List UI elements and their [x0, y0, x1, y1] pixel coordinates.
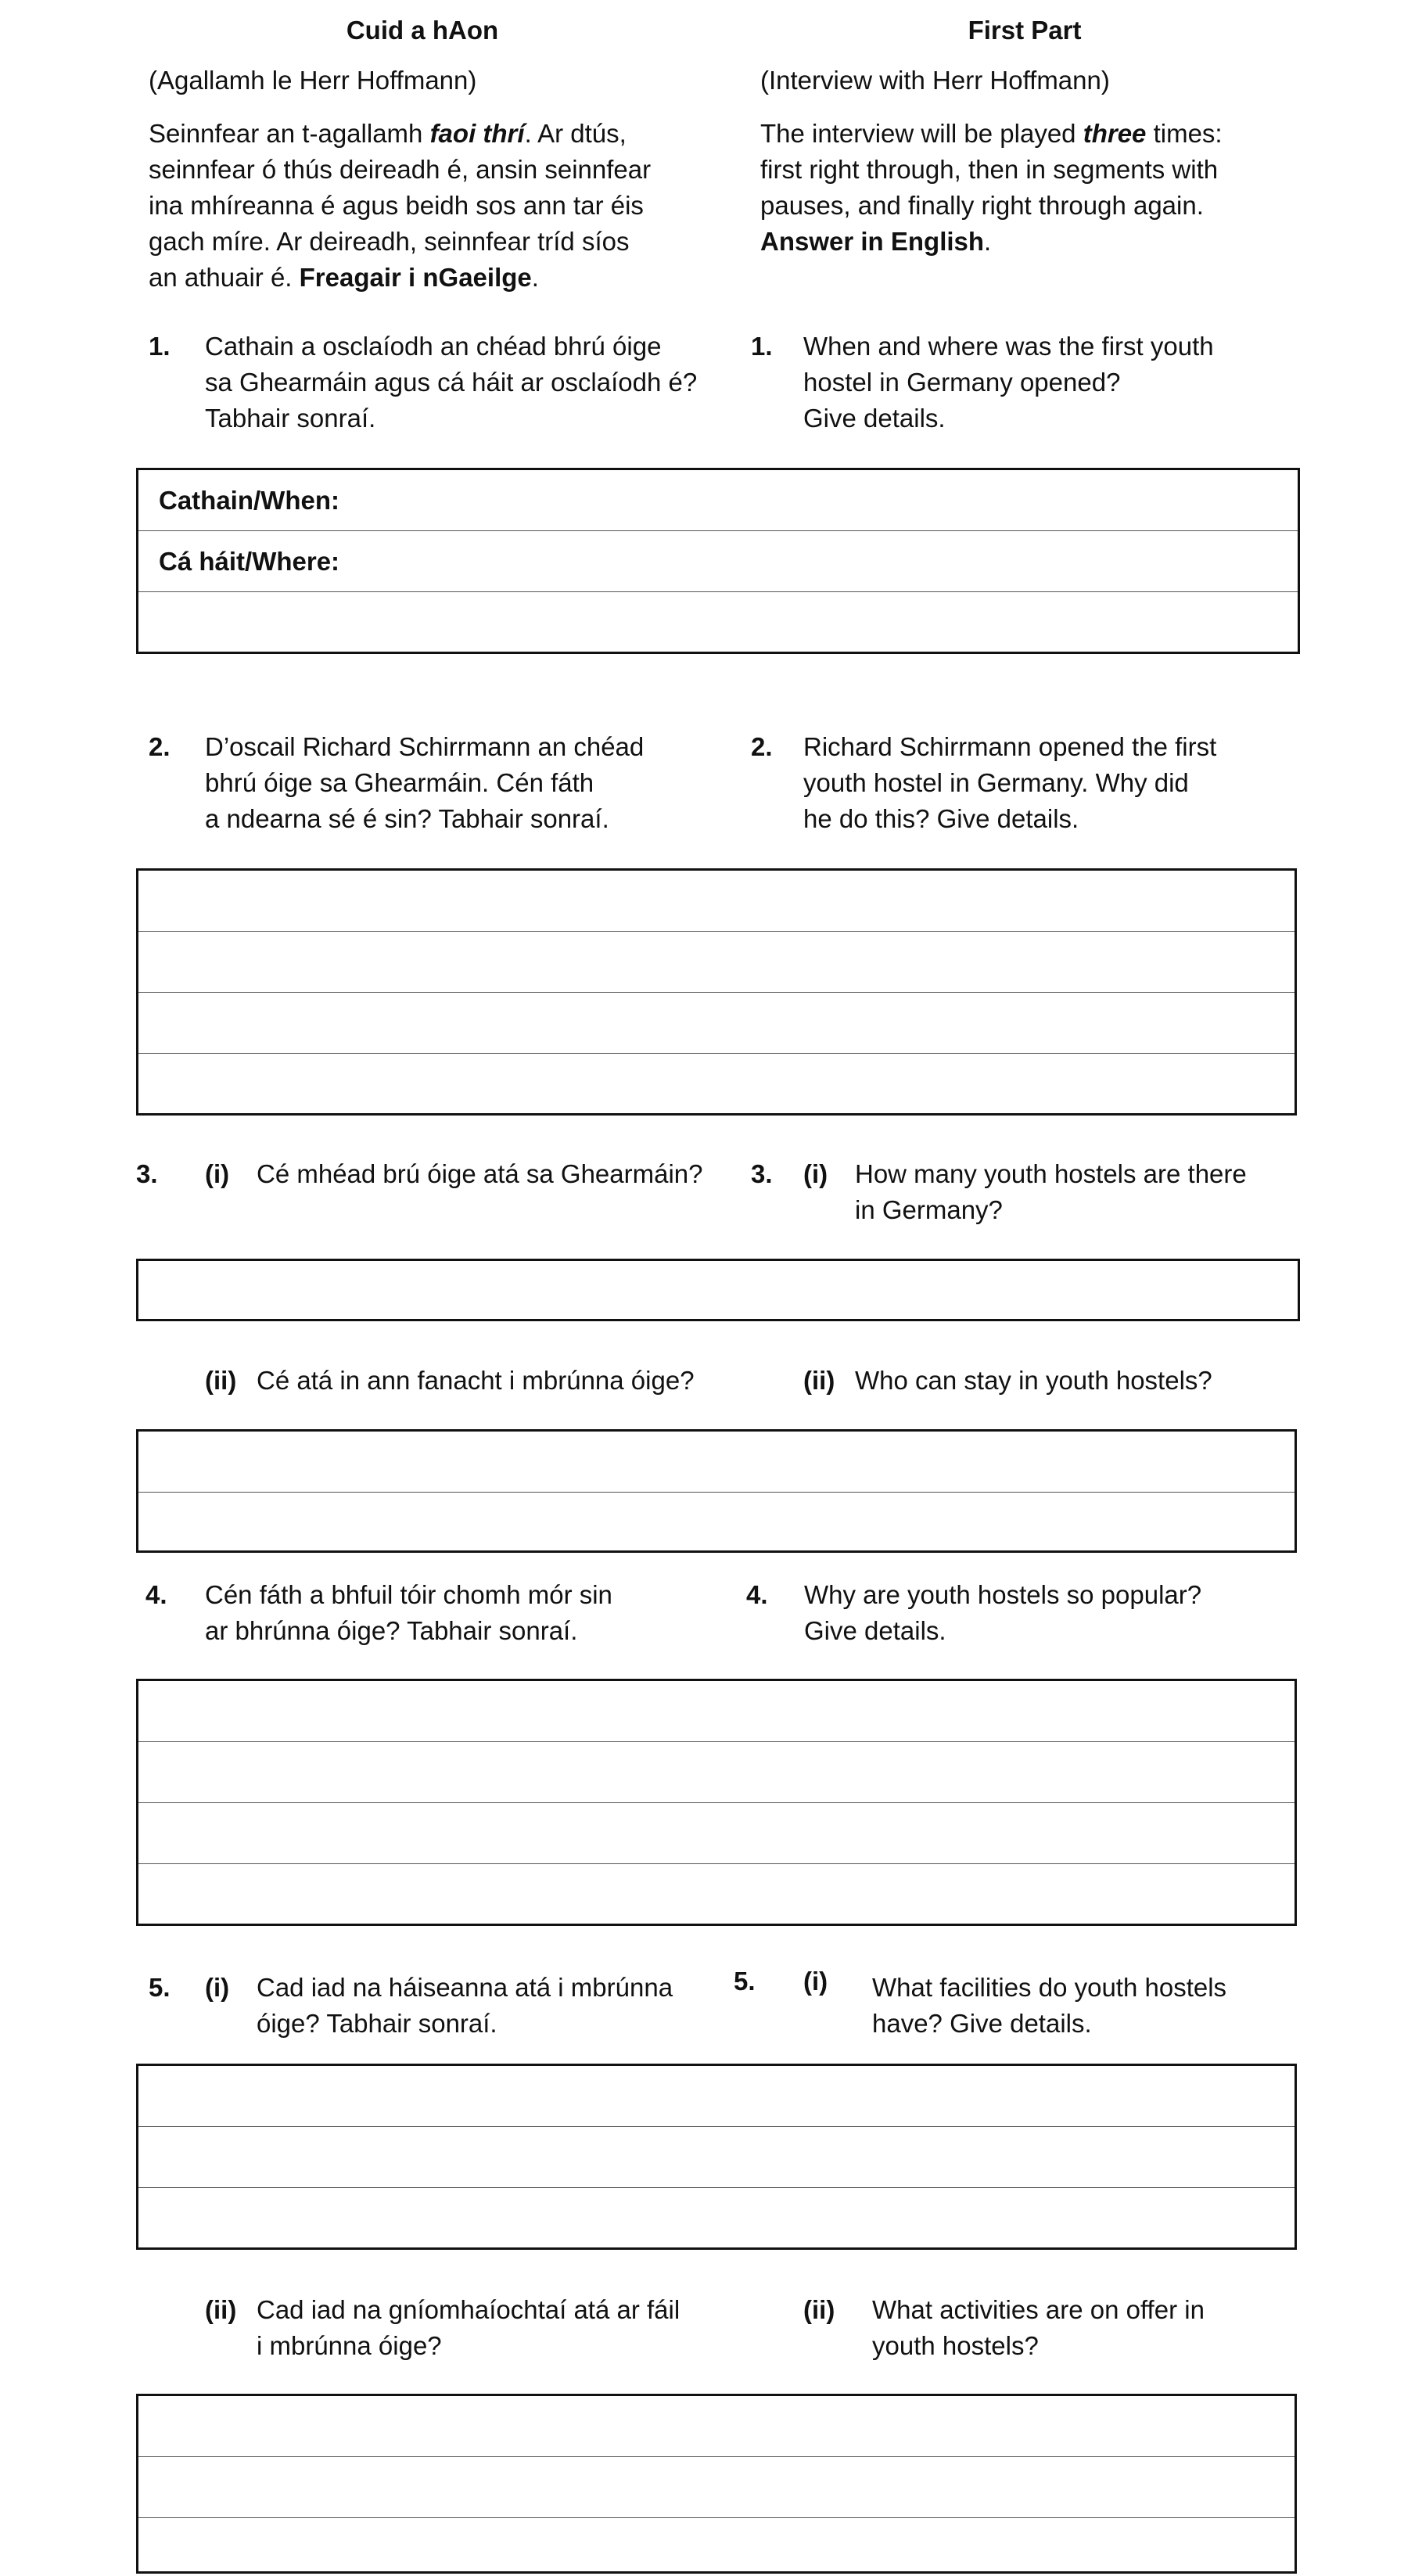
q2-answer-line[interactable] [138, 993, 1295, 1054]
q2-answer-line[interactable] [138, 1054, 1295, 1113]
q3-ii-irish: Cé atá in ann fanacht i mbrúnna óige? [257, 1366, 695, 1395]
q5-i-irish-line-1: Cad iad na háiseanna atá i mbrúnna [257, 1973, 673, 2002]
q3-ii-label-english: (ii) [803, 1366, 835, 1395]
q2-english-line-1: Richard Schirrmann opened the first [803, 732, 1217, 761]
q2-answer-line[interactable] [138, 871, 1295, 932]
q3-number-english: 3. [751, 1159, 773, 1188]
q1-english-line-3: Give details. [803, 404, 946, 433]
q5-ii-english-line-2: youth hostels? [872, 2331, 1039, 2360]
english-instructions-line-2: first right through, then in segments with [760, 155, 1219, 184]
q3-i-label-irish: (i) [205, 1159, 230, 1188]
q3-number-irish: 3. [136, 1159, 158, 1188]
q5-i-label-irish: (i) [205, 1973, 230, 2002]
q5-ii-irish-line-2: i mbrúnna óige? [257, 2331, 442, 2360]
q2-answer-line[interactable] [138, 932, 1295, 993]
q3-ii-english: Who can stay in youth hostels? [855, 1366, 1212, 1395]
q2-english-line-2: youth hostel in Germany. Why did [803, 768, 1189, 797]
q5-number-irish: 5. [149, 1973, 171, 2002]
q3-i-answer-box[interactable] [136, 1259, 1300, 1321]
q3-ii-answer-box[interactable] [136, 1429, 1297, 1553]
q1-irish-line-1: Cathain a osclaíodh an chéad bhrú óige [205, 332, 662, 361]
english-subtitle: (Interview with Herr Hoffmann) [760, 66, 1110, 95]
q4-answer-line[interactable] [138, 1803, 1295, 1864]
q2-irish-line-2: bhrú óige sa Ghearmáin. Cén fáth [205, 768, 594, 797]
q5-i-answer-line[interactable] [138, 2127, 1295, 2188]
q4-answer-box[interactable] [136, 1679, 1297, 1926]
q5-i-english-line-1: What facilities do youth hostels [872, 1973, 1227, 2002]
q1-english-line-2: hostel in Germany opened? [803, 368, 1121, 397]
q5-i-english-line-2: have? Give details. [872, 2009, 1092, 2038]
q1-answer-box[interactable] [136, 468, 1300, 654]
q3-i-english-line-2: in Germany? [855, 1195, 1003, 1224]
q4-answer-line[interactable] [138, 1681, 1295, 1742]
q2-irish-line-3: a ndearna sé é sin? Tabhair sonraí. [205, 804, 609, 833]
q5-ii-irish-line-1: Cad iad na gníomhaíochtaí atá ar fáil [257, 2295, 680, 2324]
q5-ii-answer-line[interactable] [138, 2457, 1295, 2518]
q2-number-irish: 2. [149, 732, 171, 761]
q1-answer-where-label: Cá háit/Where: [159, 546, 340, 576]
q4-number-irish: 4. [145, 1580, 167, 1609]
q5-ii-answer-line[interactable] [138, 2396, 1295, 2457]
irish-instructions-line-3: ina mhíreanna é agus beidh sos ann tar éis [149, 191, 644, 220]
irish-title: Cuid a hAon [346, 16, 499, 45]
q1-number-irish: 1. [149, 332, 171, 361]
q1-answer-extra-row[interactable] [138, 592, 1298, 652]
q2-answer-box[interactable] [136, 868, 1297, 1116]
q5-i-label-english: (i) [803, 1967, 828, 1996]
irish-instructions-line-4: gach míre. Ar deireadh, seinnfear tríd síos [149, 227, 630, 256]
q4-number-english: 4. [746, 1580, 768, 1609]
english-title: First Part [968, 16, 1082, 45]
q4-english-line-2: Give details. [804, 1616, 946, 1645]
q2-number-english: 2. [751, 732, 773, 761]
q2-irish-line-1: D’oscail Richard Schirrmann an chéad [205, 732, 645, 761]
q4-irish-line-2: ar bhrúnna óige? Tabhair sonraí. [205, 1616, 578, 1645]
q1-answer-when-label: Cathain/When: [159, 485, 339, 515]
q5-ii-answer-line[interactable] [138, 2518, 1295, 2571]
q5-i-answer-line[interactable] [138, 2066, 1295, 2127]
q3-i-english-line-1: How many youth hostels are there [855, 1159, 1247, 1188]
q4-english-line-1: Why are youth hostels so popular? [804, 1580, 1202, 1609]
q5-ii-label-english: (ii) [803, 2295, 835, 2324]
q3-ii-answer-line[interactable] [138, 1432, 1295, 1493]
q3-ii-label-irish: (ii) [205, 1366, 237, 1395]
q5-i-answer-box[interactable] [136, 2064, 1297, 2250]
q5-ii-english-line-1: What activities are on offer in [872, 2295, 1205, 2324]
q5-ii-answer-box[interactable] [136, 2394, 1297, 2574]
english-instructions-line-4: Answer in English. [760, 227, 992, 256]
english-instructions-line-3: pauses, and finally right through again. [760, 191, 1204, 220]
q5-number-english: 5. [734, 1967, 756, 1996]
q1-answer-when-row[interactable] [138, 470, 1298, 531]
q4-irish-line-1: Cén fáth a bhfuil tóir chomh mór sin [205, 1580, 612, 1609]
q4-answer-line[interactable] [138, 1742, 1295, 1803]
english-instructions-line-1: The interview will be played three times: [760, 119, 1223, 148]
irish-instructions-line-5: an athuair é. Freagair i nGaeilge. [149, 263, 539, 292]
q5-ii-label-irish: (ii) [205, 2295, 237, 2324]
q1-irish-line-2: sa Ghearmáin agus cá háit ar osclaíodh é? [205, 368, 698, 397]
q5-i-answer-line[interactable] [138, 2188, 1295, 2247]
irish-instructions-line-2: seinnfear ó thús deireadh é, ansin seinnfear [149, 155, 652, 184]
q3-i-irish: Cé mhéad brú óige atá sa Ghearmáin? [257, 1159, 703, 1188]
q4-answer-line[interactable] [138, 1864, 1295, 1924]
q1-english-line-1: When and where was the first youth [803, 332, 1214, 361]
q3-ii-answer-line[interactable] [138, 1493, 1295, 1550]
irish-instructions-line-1: Seinnfear an t-agallamh faoi thrí. Ar dtús, [149, 119, 627, 148]
q1-irish-line-3: Tabhair sonraí. [205, 404, 376, 433]
irish-subtitle: (Agallamh le Herr Hoffmann) [149, 66, 477, 95]
q1-number-english: 1. [751, 332, 773, 361]
q1-answer-where-row[interactable] [138, 531, 1298, 592]
q2-english-line-3: he do this? Give details. [803, 804, 1079, 833]
q3-i-label-english: (i) [803, 1159, 828, 1188]
q5-i-irish-line-2: óige? Tabhair sonraí. [257, 2009, 497, 2038]
